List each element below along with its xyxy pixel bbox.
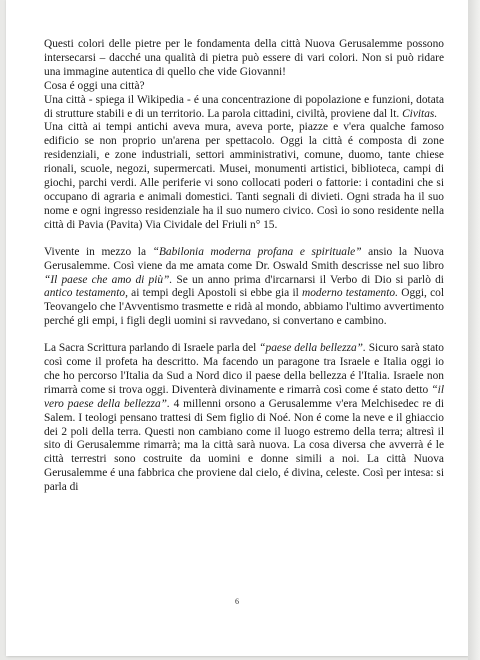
paragraph bbox=[44, 80, 444, 94]
italic-text: antico testamento bbox=[44, 287, 126, 300]
text-run: ansio la Nuova Gerusalemme. Così viene da me amata come Dr. Oswald Smith descrisse nel suo libro bbox=[44, 245, 444, 272]
text-run: Oggi, col Teovangelo che l'Avventismo trasmette e ridà al mondo, abbiamo l'ultimo avvertimento perché gli empi, i figli degli uomini si ravvedano, si convertano e cambino. bbox=[44, 287, 445, 328]
italic-text: “il vero paese della bellezza”. bbox=[44, 383, 444, 410]
italic-text: moderno testamento. bbox=[302, 287, 398, 300]
page-number: 6 bbox=[235, 597, 239, 606]
text-run: Una città ai tempi antichi aveva mura, aveva porte, piazze e v'era qualche famoso edificio se non proprio un'arena per spettacolo. Oggi la città é composta di zone residenziali, e zone industriali, settori amministrativi, comune, duomo, tante chiese rionali, scuole, negozi, supermercati. Musei, monumenti artistici, biblioteca, campi di giochi, parchi verdi. Alle periferie vi sono collocati poderi o fattorie: i contadini che si occupano di agraria e animali domestici. Tanti segnali di divieti. Ogni strada ha il suo nome e ogni ingresso residenziale ha il suo numero civico. Così io sono residente nella città di Pavia (Pavita) Via Cividale del Friuli n° 15. bbox=[44, 121, 444, 231]
document-page bbox=[6, 0, 468, 656]
italic-text: “Il paese che amo di più”. bbox=[44, 273, 173, 286]
text-run: Questi colori delle pietre per le fondamenta della città Nuova Gerusalemme possono intersecarsi – dacché una qualità di pietra può essere di vari colori. Non si può ridare una immagine autentica di quello che vide Giovanni! bbox=[44, 38, 444, 78]
text-run: Vivente in mezzo la bbox=[44, 245, 153, 258]
text-run: , ai tempi degli Apostoli si ebbe gia il bbox=[125, 287, 303, 300]
italic-text: “Babilonia moderna profana e spirituale” bbox=[152, 245, 362, 258]
page-edge bbox=[468, 0, 480, 660]
paragraph bbox=[44, 246, 444, 329]
body-text bbox=[44, 38, 444, 495]
italic-text: “paese della bellezza”. bbox=[259, 342, 366, 355]
text-run: Cosa é oggi una città? bbox=[44, 79, 145, 92]
text-run: 4 millenni orsono a Gerusalemme v'era Melchisedec re di Salem. I teologi pensano trattesi di Sem figlio di Noé. Non é come la neve e il ghiaccio dei 2 poli della terra. Questi non cambiano come il luogo estremo della terra; altresì il sito di Gerusalemme rimarrà; ma la città sarà nuova. La cosa diversa che avverrà é le città terrestri sono costruite da uomini e donne simili a noi. La città Nuova Gerusalemme é una fabbrica che proviene dal cielo, é divina, celeste. Così per intesa: si parla di bbox=[44, 397, 445, 494]
paragraph bbox=[44, 342, 444, 495]
italic-text: Civitas. bbox=[402, 107, 438, 120]
text-run: Sicuro sarà stato così come il profeta ha descritto. Ma facendo un paragone tra Israele e Italia oggi io che ho percorso l'Italia da Sud a Nord dico il paese della bellezza é l'Italia. Israele non rimarrà come si trova oggi. Diventerà divinamente e rimarrà così come é stato detto bbox=[44, 342, 445, 396]
text-run: Se un anno prima d'ircarnarsi il Verbo di Dio si parlò di bbox=[172, 273, 444, 286]
text-run: La Sacra Scrittura parlando di Israele parla del bbox=[44, 342, 260, 355]
text-run: Una città - spiega il Wikipedia - é una concentrazione di popolazione e funzioni, dotata di strutture stabili e di un territorio. La parola cittadini, civiltà, proviene dal lt. bbox=[44, 93, 444, 120]
paragraph bbox=[44, 94, 444, 122]
paragraph bbox=[44, 121, 444, 232]
paragraph bbox=[44, 38, 444, 80]
